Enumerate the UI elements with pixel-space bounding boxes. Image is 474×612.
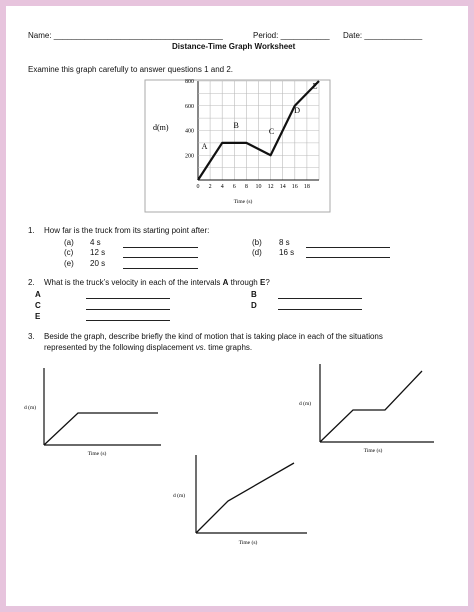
q2-label-e: E xyxy=(35,312,41,321)
worksheet-title: Distance-Time Graph Worksheet xyxy=(172,42,296,51)
x-tick-label: 16 xyxy=(291,184,298,190)
small-graph-3 xyxy=(6,6,468,606)
q1-text: How far is the truck from its starting point after: xyxy=(44,226,210,235)
x-tick-label: 2 xyxy=(208,184,212,190)
q3-line1: Beside the graph, describe briefly the kind of motion that is taking place in each of the situations xyxy=(44,332,383,341)
x-tick-label: 18 xyxy=(303,184,310,190)
x-tick-label: 8 xyxy=(244,184,248,190)
q2-label-d: D xyxy=(251,301,257,310)
x-tick-label: 14 xyxy=(279,184,286,190)
small-graph-2-xlabel: Time (s) xyxy=(363,448,383,454)
small-graph-1-xlabel: Time (s) xyxy=(87,451,107,457)
small-graph-3-line xyxy=(196,463,294,533)
x-tick-label: 6 xyxy=(232,184,236,190)
small-graph-1-ylabel: d (m) xyxy=(24,405,37,411)
y-tick-label: 800 xyxy=(185,79,194,85)
y-tick-label: 600 xyxy=(185,103,194,110)
y-tick-label: 200 xyxy=(185,153,194,160)
q3-line2: represented by the following displacement vs. time graphs. xyxy=(44,343,253,352)
segment-label: C xyxy=(268,127,275,137)
period-field[interactable]: Period: ___________ xyxy=(253,31,330,40)
q1c-value: 12 s xyxy=(90,248,106,257)
segment-label: E xyxy=(312,81,318,91)
date-field[interactable]: Date: _____________ xyxy=(343,31,423,40)
y-axis-label: d(m) xyxy=(153,123,169,132)
x-tick-label: 10 xyxy=(255,184,262,190)
q1c-letter: (c) xyxy=(64,248,74,257)
q1e-letter: (e) xyxy=(64,259,74,268)
segment-label: A xyxy=(201,142,208,152)
q1b-value: 8 s xyxy=(279,238,290,247)
q2-number: 2. xyxy=(28,278,35,287)
y-tick-label: 400 xyxy=(185,128,194,135)
small-graph-3-ylabel: d (m) xyxy=(173,493,186,499)
q1a-letter: (a) xyxy=(64,238,74,247)
intro-text: Examine this graph carefully to answer questions 1 and 2. xyxy=(28,65,234,74)
x-axis-label: Time (s) xyxy=(233,199,253,205)
q1d-letter: (d) xyxy=(252,248,262,257)
segment-label: B xyxy=(233,121,239,131)
q1d-value: 16 s xyxy=(279,248,295,257)
q2-label-c: C xyxy=(35,301,41,310)
small-graph-2-ylabel: d (m) xyxy=(299,401,312,407)
q3-number: 3. xyxy=(28,332,35,341)
q2-text: What is the truck’s velocity in each of the intervals A through E? xyxy=(44,278,270,287)
q1-number: 1. xyxy=(28,226,35,235)
worksheet-page xyxy=(6,6,468,606)
x-tick-label: 0 xyxy=(196,184,200,190)
x-tick-label: 12 xyxy=(267,184,274,190)
name-field[interactable]: Name: ______________________________________ xyxy=(28,31,223,40)
segment-label: D xyxy=(294,106,300,116)
q2-label-b: B xyxy=(251,290,257,299)
small-graph-3-xlabel: Time (s) xyxy=(238,540,258,546)
q1b-letter: (b) xyxy=(252,238,262,247)
q1a-value: 4 s xyxy=(90,238,101,247)
q2-label-a: A xyxy=(35,290,41,299)
x-tick-label: 4 xyxy=(220,184,224,190)
q1e-value: 20 s xyxy=(90,259,106,268)
